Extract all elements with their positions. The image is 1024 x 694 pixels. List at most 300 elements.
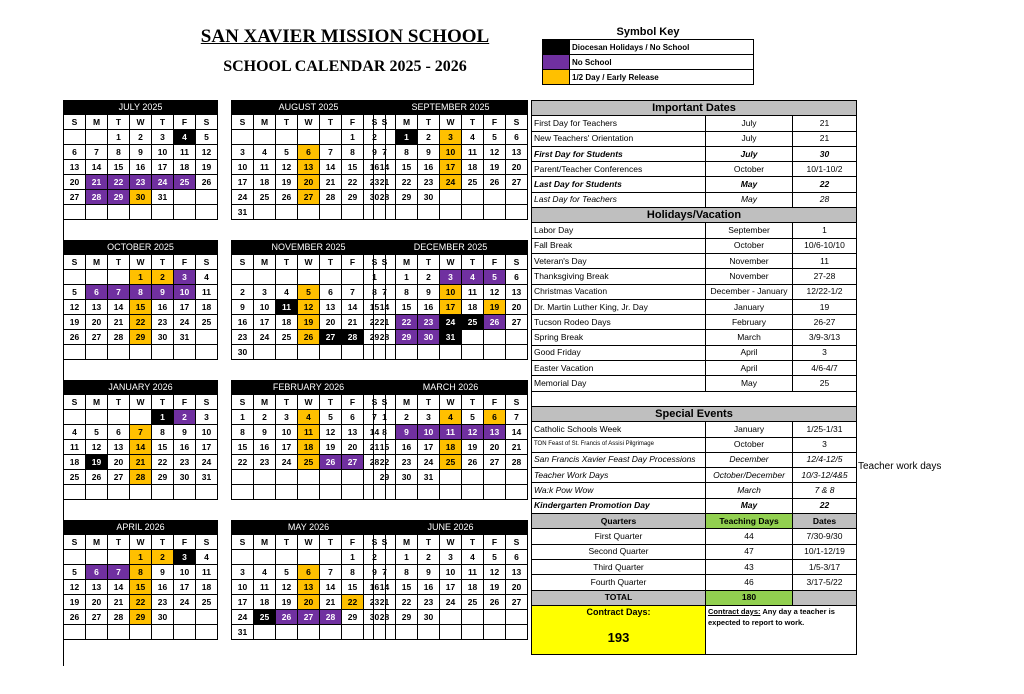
week-row [374,145,528,160]
week-row [64,270,218,285]
day-cell: 29 [152,470,174,485]
day-cell: 22 [396,315,418,330]
weekday-label: F [484,395,506,410]
month-grid [373,394,528,500]
day-cell: 19 [276,595,298,610]
weekday-label: S [232,115,254,130]
empty-cell [254,625,276,640]
important-date-row-date: 21 [793,131,857,146]
day-cell: 31 [232,625,254,640]
day-cell: 10 [440,145,462,160]
day-cell: 15 [108,160,130,175]
day-cell: 3 [418,410,440,425]
day-cell: 6 [298,565,320,580]
day-cell: 18 [64,455,86,470]
empty-cell [484,330,506,345]
month-grid [231,254,386,360]
day-cell: 28 [374,610,396,625]
day-cell: 18 [174,160,196,175]
day-cell: 9 [152,565,174,580]
day-cell: 10 [174,285,196,300]
day-cell: 16 [152,580,174,595]
month-title: JANUARY 2026 [63,380,218,394]
empty-cell [484,190,506,205]
holiday-row-month: May [706,376,793,391]
day-cell: 17 [174,580,196,595]
day-cell: 7 [86,145,108,160]
weekday-label: W [440,115,462,130]
month-grid [231,394,386,500]
weekday-label: T [108,255,130,270]
day-cell: 10 [152,145,174,160]
month-title: MARCH 2026 [373,380,528,394]
special-event-row-month: March [706,483,793,498]
special-event-row-event: Wa:k Pow Wow [532,483,706,498]
weekday-label: T [276,535,298,550]
weekday-label: T [276,395,298,410]
empty-cell [506,330,528,345]
holiday-row [532,223,857,238]
weekday-label: S [196,255,218,270]
day-cell: 12 [298,300,320,315]
weekday-label: W [440,395,462,410]
week-row [374,205,528,220]
empty-cell [462,190,484,205]
empty-cell [174,485,196,500]
day-cell: 31 [196,470,218,485]
month-grid [373,254,528,360]
day-cell: 13 [484,425,506,440]
holiday-row-event: Dr. Martin Luther King, Jr. Day [532,299,706,314]
empty-cell [320,270,342,285]
empty-cell [196,330,218,345]
day-cell: 25 [64,470,86,485]
empty-cell [86,270,108,285]
week-row [232,470,386,485]
week-row [64,410,218,425]
quarter-days: 43 [706,559,793,574]
day-cell: 15 [396,580,418,595]
day-cell: 2 [152,550,174,565]
holiday-row-month: April [706,345,793,360]
weekday-label: S [374,395,396,410]
day-cell: 13 [108,440,130,455]
empty-cell [298,485,320,500]
special-event-row-date: 22 [793,498,857,513]
holiday-row-event: Tucson Rodeo Days [532,315,706,330]
day-cell: 12 [86,440,108,455]
month-calendar [373,240,528,360]
empty-cell [232,550,254,565]
day-cell: 9 [364,145,386,160]
empty-cell [276,550,298,565]
day-cell: 13 [86,300,108,315]
day-cell: 9 [130,145,152,160]
day-cell: 20 [108,455,130,470]
holiday-row [532,345,857,360]
day-cell: 24 [174,595,196,610]
day-cell: 22 [364,315,386,330]
day-cell: 29 [108,190,130,205]
week-row [374,190,528,205]
weekday-label: T [462,255,484,270]
day-cell: 27 [86,330,108,345]
day-cell: 6 [506,550,528,565]
day-cell: 4 [254,145,276,160]
day-cell: 5 [276,565,298,580]
empty-cell [440,205,462,220]
weekday-label: S [506,395,528,410]
quarter-row [532,575,857,590]
empty-cell [418,205,440,220]
weekday-label: F [342,255,364,270]
week-row [232,565,386,580]
day-cell: 27 [320,330,342,345]
weekday-label: S [64,395,86,410]
quarter-row [532,529,857,544]
quarter-dates: 3/17-5/22 [793,575,857,590]
month-grid [63,114,218,220]
empty-cell [86,550,108,565]
day-cell: 20 [506,580,528,595]
day-cell: 7 [130,425,152,440]
day-cell: 24 [232,610,254,625]
contract-note [706,605,857,654]
day-cell: 1 [108,130,130,145]
weekday-row [64,535,218,550]
weekday-row [232,255,386,270]
day-cell: 21 [374,595,396,610]
month-calendar [231,520,386,640]
day-cell: 4 [462,270,484,285]
day-cell: 22 [396,595,418,610]
special-event-row-event: Teacher Work Days [532,468,706,483]
holiday-row-event: Good Friday [532,345,706,360]
symbol-key-row [543,70,754,85]
weekday-label: T [320,395,342,410]
week-row [64,485,218,500]
day-cell: 7 [320,145,342,160]
weekday-label: W [298,395,320,410]
day-cell: 10 [254,300,276,315]
important-date-row-month: July [706,146,793,161]
important-date-row-date: 22 [793,177,857,192]
week-row [64,470,218,485]
orange-swatch [543,70,570,85]
day-cell: 7 [364,410,386,425]
day-cell: 28 [342,330,364,345]
day-cell: 9 [418,145,440,160]
school-title: SAN XAVIER MISSION SCHOOL [200,26,490,47]
day-cell: 8 [364,285,386,300]
day-cell: 12 [276,580,298,595]
empty-cell [320,625,342,640]
day-cell: 3 [440,130,462,145]
important-date-row-date: 10/1-10/2 [793,162,857,177]
day-cell: 23 [418,175,440,190]
day-cell: 21 [374,175,396,190]
day-cell: 25 [196,315,218,330]
day-cell: 23 [418,595,440,610]
empty-cell [374,270,396,285]
week-row [374,580,528,595]
month-calendar [373,100,528,220]
holiday-row-month: December - January [706,284,793,299]
week-row [232,425,386,440]
day-cell: 11 [298,425,320,440]
day-cell: 7 [108,285,130,300]
day-cell: 26 [298,330,320,345]
day-cell: 16 [254,440,276,455]
week-row [232,315,386,330]
weekday-label: F [342,395,364,410]
day-cell: 4 [462,550,484,565]
day-cell: 4 [196,270,218,285]
day-cell: 29 [396,610,418,625]
empty-cell [64,550,86,565]
day-cell: 22 [130,315,152,330]
day-cell: 30 [418,330,440,345]
contract-note-text: Any day a teacher is expected to report to work. [708,606,835,627]
day-cell: 20 [298,175,320,190]
week-row [232,485,386,500]
holiday-row-event: Memorial Day [532,376,706,391]
week-row [374,550,528,565]
day-cell: 2 [254,410,276,425]
teacher-work-days-note: Teacher work days [858,461,942,472]
day-cell: 4 [440,410,462,425]
special-event-row-month: May [706,498,793,513]
day-cell: 23 [418,315,440,330]
month-title: JULY 2025 [63,100,218,114]
day-cell: 13 [506,285,528,300]
empty-cell [484,485,506,500]
month-calendar [63,520,218,640]
day-cell: 24 [174,315,196,330]
special-event-row [532,437,857,452]
empty-cell [276,470,298,485]
important-date-row [532,131,857,146]
day-cell: 27 [506,315,528,330]
empty-cell [108,345,130,360]
week-row [232,440,386,455]
empty-cell [298,205,320,220]
empty-cell [276,485,298,500]
empty-cell [440,470,462,485]
holiday-row [532,315,857,330]
holiday-row [532,269,857,284]
empty-cell [462,205,484,220]
empty-cell [254,130,276,145]
empty-cell [298,625,320,640]
weekday-label: T [108,535,130,550]
week-row [374,130,528,145]
month-title: FEBRUARY 2026 [231,380,386,394]
day-cell: 5 [320,410,342,425]
empty-cell [196,610,218,625]
day-cell: 14 [108,300,130,315]
day-cell: 4 [254,565,276,580]
empty-cell [462,470,484,485]
week-row [374,160,528,175]
important-date-row [532,192,857,207]
week-row [374,625,528,640]
empty-cell [196,190,218,205]
day-cell: 9 [418,285,440,300]
empty-cell [152,205,174,220]
week-row [374,175,528,190]
empty-cell [342,345,364,360]
day-cell: 7 [320,565,342,580]
empty-cell [276,625,298,640]
day-cell: 24 [418,455,440,470]
purple-swatch [543,55,570,70]
day-cell: 15 [374,440,396,455]
day-cell: 12 [462,425,484,440]
important-date-row [532,162,857,177]
day-cell: 3 [440,270,462,285]
holiday-row-month: November [706,269,793,284]
week-row [232,610,386,625]
quarter-days: 47 [706,544,793,559]
day-cell: 2 [152,270,174,285]
day-cell: 24 [440,595,462,610]
day-cell: 18 [462,300,484,315]
day-cell: 12 [64,300,86,315]
empty-cell [86,410,108,425]
empty-cell [342,470,364,485]
day-cell: 16 [418,300,440,315]
empty-cell [506,625,528,640]
day-cell: 7 [374,285,396,300]
week-row [64,625,218,640]
important-date-row [532,116,857,131]
weekday-row [374,115,528,130]
week-row [374,425,528,440]
day-cell: 1 [342,130,364,145]
day-cell: 2 [232,285,254,300]
holiday-row-event: Veteran's Day [532,253,706,268]
day-cell: 19 [484,300,506,315]
weekday-label: W [298,115,320,130]
day-cell: 23 [396,455,418,470]
day-cell: 8 [130,565,152,580]
month-title: DECEMBER 2025 [373,240,528,254]
day-cell: 3 [440,550,462,565]
holiday-row-date: 12/22-1/2 [793,284,857,299]
weekday-label: T [276,255,298,270]
weekday-label: M [254,255,276,270]
day-cell: 28 [130,470,152,485]
day-cell: 29 [130,330,152,345]
empty-cell [108,485,130,500]
weekday-label: F [342,535,364,550]
day-cell: 10 [418,425,440,440]
day-cell: 11 [462,145,484,160]
day-cell: 16 [364,580,386,595]
day-cell: 1 [396,550,418,565]
day-cell: 27 [506,595,528,610]
empty-cell [484,470,506,485]
day-cell: 21 [320,175,342,190]
week-row [64,550,218,565]
day-cell: 11 [196,285,218,300]
special-event-row-month: January [706,422,793,437]
weekday-label: S [364,255,386,270]
day-cell: 23 [152,315,174,330]
holiday-row-event: Easter Vacation [532,361,706,376]
day-cell: 11 [174,145,196,160]
day-cell: 13 [506,565,528,580]
day-cell: 2 [418,130,440,145]
day-cell: 8 [396,565,418,580]
day-cell: 1 [130,270,152,285]
weekday-label: T [418,255,440,270]
weekday-label: M [396,115,418,130]
day-cell: 5 [196,130,218,145]
weekday-label: T [108,395,130,410]
day-cell: 11 [254,580,276,595]
weekday-label: T [152,535,174,550]
week-row [232,550,386,565]
holiday-row [532,253,857,268]
empty-cell [342,625,364,640]
special-event-row [532,468,857,483]
empty-cell [320,345,342,360]
month-title: MAY 2026 [231,520,386,534]
day-cell: 12 [320,425,342,440]
day-cell: 26 [64,610,86,625]
empty-cell [484,610,506,625]
empty-cell [64,625,86,640]
week-row [64,130,218,145]
day-cell: 12 [484,145,506,160]
weekday-label: S [364,535,386,550]
day-cell: 21 [130,455,152,470]
day-cell: 14 [108,580,130,595]
day-cell: 22 [342,175,364,190]
weekday-label: T [418,395,440,410]
total-label: TOTAL [532,590,706,605]
weekday-label: W [298,535,320,550]
day-cell: 12 [64,580,86,595]
month-grid [373,534,528,640]
weekday-label: W [130,115,152,130]
week-row [374,410,528,425]
holiday-row-month: April [706,361,793,376]
day-cell: 1 [152,410,174,425]
day-cell: 25 [462,315,484,330]
week-row [232,300,386,315]
day-cell: 16 [174,440,196,455]
day-cell: 21 [374,315,396,330]
empty-cell [254,345,276,360]
day-cell: 26 [484,595,506,610]
day-cell: 19 [196,160,218,175]
day-cell: 16 [396,440,418,455]
day-cell: 10 [174,565,196,580]
day-cell: 4 [64,425,86,440]
day-cell: 6 [484,410,506,425]
special-event-row-event: Catholic Schools Week [532,422,706,437]
day-cell: 28 [108,330,130,345]
day-cell: 17 [174,300,196,315]
day-cell: 3 [232,145,254,160]
weekday-label: M [396,395,418,410]
day-cell: 25 [276,330,298,345]
special-event-row [532,483,857,498]
empty-cell [440,345,462,360]
